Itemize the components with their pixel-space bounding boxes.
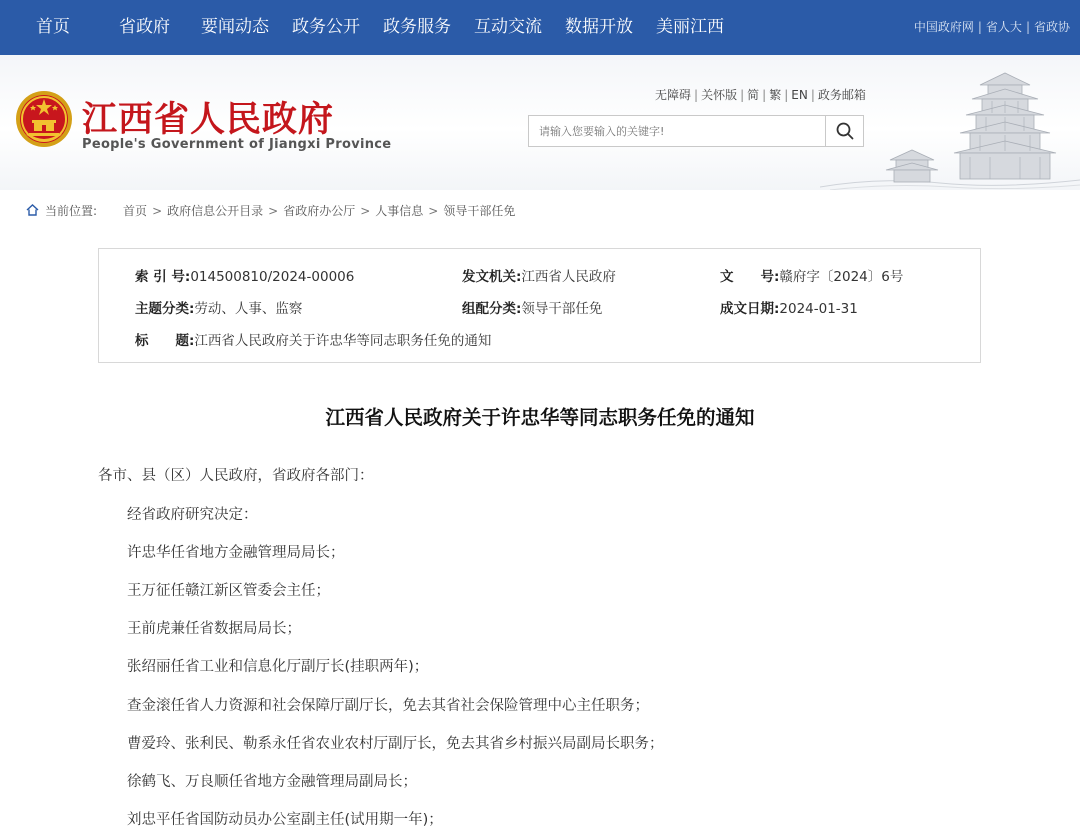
meta-value: 劳动、人事、监察	[194, 301, 303, 317]
document-paragraph: 王前虎兼任省数据局局长；	[127, 621, 301, 637]
search-input[interactable]	[529, 116, 825, 146]
link-china-gov[interactable]: 中国政府网	[913, 20, 974, 34]
meta-document-number	[720, 265, 903, 285]
breadcrumb-home[interactable]: 首页	[123, 204, 148, 218]
document-paragraph: 张绍丽任省工业和信息化厅副厅长(挂职两年)；	[127, 659, 429, 675]
link-provincial-cppcc[interactable]: 省政协	[1033, 20, 1070, 34]
divider: |	[810, 88, 815, 102]
meta-issuer	[462, 265, 616, 285]
top-nav	[0, 0, 1080, 55]
meta-key: 标 题:	[135, 333, 195, 349]
divider: |	[977, 20, 982, 34]
nav-item-services[interactable]: 政务服务	[383, 17, 451, 37]
chevron-right-icon: >	[360, 204, 371, 218]
link-english[interactable]: EN	[791, 88, 808, 102]
home-icon	[26, 204, 39, 216]
search-box	[528, 115, 864, 147]
meta-value: 赣府字〔2024〕6号	[779, 269, 904, 285]
meta-key: 文 号:	[720, 269, 780, 285]
document-paragraph: 经省政府研究决定：	[127, 507, 258, 523]
breadcrumb-cadre-appointments[interactable]: 领导干部任免	[443, 204, 516, 218]
meta-key: 成文日期:	[720, 301, 780, 317]
document-salutation: 各市、县（区）人民政府，省政府各部门：	[98, 468, 374, 484]
chevron-right-icon: >	[428, 204, 439, 218]
meta-value: 江西省人民政府关于许忠华等同志职务任免的通知	[194, 333, 492, 349]
national-emblem-icon	[15, 90, 73, 148]
breadcrumb-label: 当前位置:	[45, 204, 98, 218]
nav-item-interaction[interactable]: 互动交流	[474, 17, 542, 37]
nav-item-disclosure[interactable]: 政务公开	[292, 17, 360, 37]
divider: |	[762, 88, 767, 102]
document-paragraph: 曹爱玲、张利民、勒系永任省农业农村厅副厅长，免去其省乡村振兴局副局长职务；	[127, 736, 664, 752]
meta-key: 索 引 号:	[135, 269, 191, 285]
document-paragraph: 查金滚任省人力资源和社会保障厅副厅长，免去其省社会保险管理中心主任职务；	[127, 698, 649, 714]
site-header	[0, 55, 1080, 190]
link-accessibility[interactable]: 无障碍	[655, 88, 692, 102]
breadcrumb-disclosure-directory[interactable]: 政府信息公开目录	[167, 204, 264, 218]
link-traditional[interactable]: 繁	[769, 88, 782, 102]
meta-value: 2024-01-31	[779, 301, 858, 317]
link-gov-mail[interactable]: 政务邮箱	[817, 88, 866, 102]
nav-item-news[interactable]: 要闻动态	[201, 17, 269, 37]
document-paragraph: 徐鹤飞、万良顺任省地方金融管理局副局长；	[127, 774, 417, 790]
site-subtitle-english: People's Government of Jiangxi Province	[82, 137, 392, 152]
link-provincial-congress[interactable]: 省人大	[985, 20, 1022, 34]
divider: |	[1025, 20, 1030, 34]
meta-topic	[135, 297, 302, 317]
tengwang-pavilion-illustration	[817, 65, 1080, 190]
meta-value: 014500810/2024-00006	[190, 269, 355, 285]
divider: |	[740, 88, 745, 102]
breadcrumb-personnel-info[interactable]: 人事信息	[375, 204, 424, 218]
breadcrumb-general-office[interactable]: 省政府办公厅	[283, 204, 356, 218]
nav-item-open-data[interactable]: 数据开放	[565, 17, 633, 37]
meta-index-number	[135, 265, 354, 285]
divider: |	[784, 88, 789, 102]
meta-key: 组配分类:	[462, 301, 522, 317]
nav-item-home[interactable]: 首页	[36, 17, 70, 37]
divider: |	[694, 88, 699, 102]
meta-key: 发文机关:	[462, 269, 522, 285]
meta-date	[720, 297, 858, 317]
external-links	[914, 0, 1070, 55]
document-paragraph: 许忠华任省地方金融管理局局长；	[127, 545, 345, 561]
link-simplified[interactable]: 简	[747, 88, 760, 102]
breadcrumb	[26, 202, 515, 219]
nav-item-government[interactable]: 省政府	[119, 17, 170, 37]
meta-category	[462, 297, 602, 317]
meta-value: 领导干部任免	[521, 301, 603, 317]
document-paragraph: 刘忠平任省国防动员办公室副主任(试用期一年)；	[127, 812, 443, 828]
document-title: 江西省人民政府关于许忠华等同志职务任免的通知	[325, 406, 755, 429]
chevron-right-icon: >	[152, 204, 163, 218]
meta-value: 江西省人民政府	[521, 269, 616, 285]
nav-item-beautiful-jiangxi[interactable]: 美丽江西	[656, 17, 724, 37]
link-care-mode[interactable]: 关怀版	[701, 88, 738, 102]
document-metadata-box	[98, 248, 981, 363]
site-title[interactable]: 江西省人民政府	[82, 100, 335, 140]
document-paragraph: 王万征任赣江新区管委会主任；	[127, 583, 330, 599]
chevron-right-icon: >	[268, 204, 279, 218]
meta-title	[135, 329, 491, 349]
meta-key: 主题分类:	[135, 301, 195, 317]
